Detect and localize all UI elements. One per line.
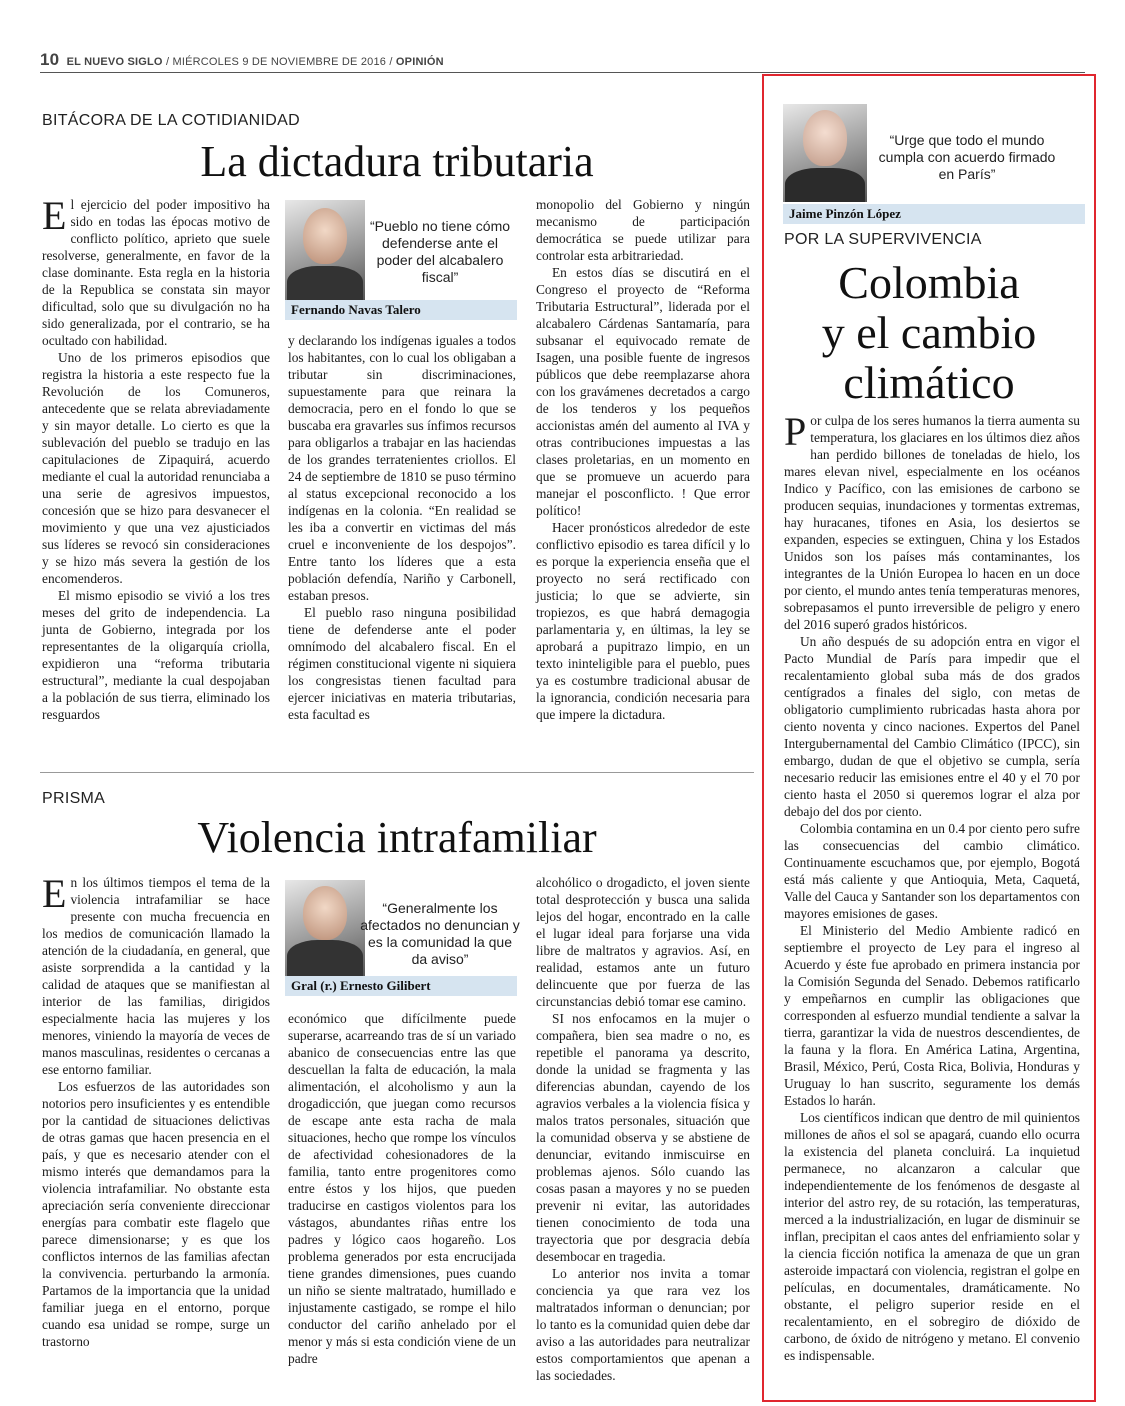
paragraph: l ejercicio del poder impositivo ha sido en todas las épocas motivo de conflicto político, aprieto que suele resolverse, generalmente, en favor de la clase dominante. Esta regla en la historia de la Republica se constata sin mayor dificultad, solo que su divulgación no ha sido generalizada, por el contrario, se ha ocultado con habilidad.: [42, 197, 270, 348]
paragraph: económico que difícilmente puede superarse, acarreando tras de sí un variado abanico de consecuencias entre las que descuellan la falta de educación, la mala alimentación, el alcoholismo y aun la drogadicción, que juegan como recursos de escape ante esta racha de mala situaciones, hecho que rompe los vínculos de afectividad cohesionadores de la familia, tanto entre progenitores como entre éstos y los hijos, que pueden traducirse en castigos violentos para los vástagos, abundantes riñas entre los padres y lógico caos hogareño. Los problema generados por esta encrucijada tiene grandes dimensiones, pues cuando un niño se siente maltratado, humillado e injustamente castigado, se rompe el hilo conductor del cariño anhelado por el menor y más si esta condición viene de un padre: [288, 1011, 516, 1366]
article2-column-3: [536, 874, 750, 1384]
paragraph: El Ministerio del Medio Ambiente radicó en septiembre el proyecto de Ley para el ingreso al Acuerdo y éste fue aprobado en primera instancia por la Comisión Segunda del Senado. Debemos ratificarlo y empeñarnos en cumplir las obligaciones que corresponden al esfuerzo mundial tendiente a salvar la tierra, garantizar la vida de nuestros descendientes, de la fauna y la flora. En América Latina, Argentina, Brasil, México, Perú, Costa Rica, Bolivia, Honduras y Uruguay lo han suscrito, seguramente los demás Estados lo harán.: [784, 923, 1080, 1108]
article1-column-2: [288, 332, 516, 723]
author-photo: [783, 104, 867, 202]
paragraph: Colombia contamina en un 0.4 por ciento pero sufre las consecuencias del cambio climático. Continuamente escuchamos que, por ejemplo, Bogotá está más caliente y que Antioquia, Meta, Caquetá, Valle del Cauca y Santander son los departamentos con mayores emisiones de gases.: [784, 821, 1080, 921]
pull-quote: “Pueblo no tiene cómo defenderse ante el poder del alcabalero fiscal”: [369, 218, 511, 285]
paragraph: Los científicos indican que dentro de mil quinientos millones de años el sol se apagará, cuando ello ocurra la existencia del planeta concluirá. La inquietud permanece, no alcanzaron a calcular que independientemente de los fenómenos de desgaste al interior del astro rey, de su rotación, las temperaturas, merced a la industrialización, en lugar de disminuir se inflan, precipitan el caos antes del enfriamiento solar y la ciencia ficción notifica la amenaza de que un gran asteroide impactará con violencia, registran el golpe en películas, en documentales, dramáticamente. No obstante, el peligro superior reside en el recalentamiento, en el sobregiro de dióxido de carbono, de óxido de nitrógeno y metano. El convenio es indispensable.: [784, 1110, 1080, 1363]
article2-title: Violencia intrafamiliar: [197, 813, 597, 862]
article-divider: [40, 772, 754, 773]
author-name: Fernando Navas Talero: [285, 300, 517, 320]
paragraph: Lo anterior nos invita a tomar conciencia ya que rara vez los maltratados informan o denuncian; por lo tanto es la comunidad quien debe dar aviso a las autoridades para neutralizar estos comportamientos que apenan a las sociedades.: [536, 1266, 750, 1383]
article2-column-2: [288, 1010, 516, 1367]
pull-quote: “Generalmente los afectados no denuncian y es la comunidad la que da aviso”: [360, 900, 520, 967]
article2-column-1: [42, 871, 270, 1350]
title-line: Colombia: [838, 257, 1020, 308]
paragraph: SI nos enfocamos en la mujer o compañera, bien sea madre o no, es repetible el panorama ya descrito, donde la unidad se fragmenta y las diferencias abundan, cayendo de los agravios verbales a la violencia física y malos tratos personales, situación que la comunidad observa y se abstiene de denunciar, evitando inmiscuirse en problemas ajenos. Sólo cuando las cosas pasan a mayores y no se pueden prevenir ni evitar, las autoridades tienen conocimiento de toda una trayectoria que por desgracia debía desembocar en tragedia.: [536, 1011, 750, 1264]
paragraph: n los últimos tiempos el tema de la violencia intrafamiliar se hace presente con mucha frecuencia en los medios de comunicación llamado la atención de la ciudadanía, en general, que asiste sorprendida a la cantidad y la calidad de ataques que se manifiestan al interior de las familias, dirigidos especialmente hacia las mujeres y los menores, viniendo la mayoría de veces de manos masculinas, residentes o cercanas a ese entorno familiar.: [42, 875, 270, 1077]
paragraph: or culpa de los seres humanos la tierra aumenta su temperatura, los glaciares en los últimos diez años han perdido billones de toneladas de hielo, los mares elevan nivel, especialmente en los océanos Indico y Pacífico, con las emisiones de carbono se producen sequias, inundaciones y tormentas extremas, hay huracanes, tifones en Asia, los desiertos se expanden, especies se extinguen, China y los Estados Unidos son los países más contaminantes, los integrantes de la Unión Europea lo hacen en un doce por ciento, el mundo antes tenía temperaturas menores, sobrepasamos el punto irreversible de peligro y enero del 2016 superó grados históricos.: [784, 413, 1080, 632]
issue-date: / MIÉRCOLES 9 DE NOVIEMBRE DE 2016 /: [165, 56, 393, 68]
header-rule: [40, 72, 1085, 73]
author-photo: [285, 200, 365, 300]
paragraph: Los esfuerzos de las autoridades son notorios pero insuficientes y es entendible por la cantidad de situaciones delictivas de otras gamas que hacen presencia en el país, y que es necesario atender con el mismo interés que demandamos para la violencia intrafamiliar. No obstante esta apreciación sería conveniente direccionar energías para combatir este flagelo que parece dimensionarse; y es que los conflictos internos de las familias afectan la convivencia. perturbando la armonía. Partamos de la importancia que la unidad familiar juega en el entorno, porque cuando esa unidad se rompe, surge un trastorno: [42, 1079, 270, 1349]
paragraph: Un año después de su adopción entra en vigor el Pacto Mundial de París para impedir que el recalentamiento global suba más de dos grados centígrados a finales del siglo, con metas de obligatorio cumplimiento rubricadas hasta ahora por ciento noventa y cinco naciones. Expertos del Panel Intergubernamental del Cambio Climático (IPCC), sin embargo, dudan de que el objetivo se cumpla, sería necesario reducir las emisiones entre el 40 y el 70 por ciento hasta el 2050 si queremos lograr el alza por debajo del dos por ciento.: [784, 634, 1080, 819]
paper-name: EL NUEVO SIGLO: [66, 56, 163, 68]
article1-column-1: [42, 193, 270, 723]
article1-title: La dictadura tributaria: [200, 137, 594, 186]
paragraph: El mismo episodio se vivió a los tres meses del grito de independencia. La junta de Gobierno, integrada por los representantes de la oligarquía criolla, expidieron una “reforma tributaria estructural”, mediante la cual despojaban a la población de sus tierra, eliminado los resguardos: [42, 588, 270, 722]
drop-cap: E: [42, 871, 67, 916]
drop-cap: P: [784, 409, 807, 454]
paragraph: En estos días se discutirá en el Congreso el proyecto de “Reforma Tributaria Estructural”, liderada por el alcabalero Cárdenas Santamaría, para subsanar el equivocado remate de Isagen, una posible fuente de ingresos públicos que debe reemplazarse ahora con los gravámenes decretados a cargo de los tenderos y los pequeños accionistas amén del aumento al IVA y otras contribuciones impuestas a las clases proletarias, en un momento en que se promueve un acuerdo para manejar el posconflicto. ! Que error político!: [536, 265, 750, 518]
author-name: Gral (r.) Ernesto Gilibert: [285, 976, 517, 996]
drop-cap: E: [42, 193, 67, 238]
article3-body: [784, 409, 1080, 1364]
section-name: OPINIÓN: [395, 56, 444, 68]
paragraph: y declarando los indígenas iguales a todos los habitantes, con lo cual los obligaban a tributar sin discriminaciones, supuestamente para que reinara la democracia, pero en el fondo lo que se buscaba era gravarles sus ínfimos recursos para obligarlos a trabajar en las haciendas de los grandes terratenientes criollos. El 24 de septiembre de 1810 se puso término al status excepcional reconocido a los indígenas en la colonia. “En realidad se les iba a convertir en victimas del más cruel e inconveniente de los despojos”. Entre tanto los líderes que a esta población defendía, Nariño y Carbonell, estaban presos.: [288, 333, 516, 603]
article3-title: [772, 258, 1086, 408]
paragraph: Hacer pronósticos alrededor de este conflictivo episodio es tarea difícil y lo es porque la experiencia enseña que el proyecto no será rectificado con justicia; lo que se advierte, sin tropiezos, es que habrá demagogia parlamentaria y, en últimas, la ley se aprobará a pupitrazo limpio, en un texto ininteligible para el pueblo, pues ya es costumbre tradicional abusar de la ignorancia, condición necesaria para que impere la dictadura.: [536, 520, 750, 722]
article3-section: POR LA SUPERVIVENCIA: [784, 231, 982, 248]
paragraph: Uno de los primeros episodios que registra la historia a este respecto fue la Revolución de los Comuneros, antecedente que se relata abreviadamente y sin mayor detalle. Lo cierto es que la sublevación del pueblo se tradujo en las capitulaciones de Zipaquirá, acuerdo mediante el cual la autoridad renunciaba a una serie de agresivos impuestos, concesión que se hizo para desvanecer el movimiento y que una vez ajusticiados sus líderes se revocó sin consideraciones y se hizo más severa la gestión de los encomenderos.: [42, 350, 270, 586]
article1-column-3: [536, 196, 750, 723]
paragraph: El pueblo raso ninguna posibilidad tiene de defenderse ante el poder omnímodo del alcabalero fiscal. En el régimen constitucional vigente ni siquiera los congresistas tienen facultad para ejercer iniciativas en materia tributarias, esta facultad es: [288, 605, 516, 722]
article1-section: BITÁCORA DE LA COTIDIANIDAD: [42, 112, 300, 129]
title-line: y el cambio: [821, 307, 1037, 358]
article2-section: PRISMA: [42, 790, 106, 807]
author-photo: [285, 880, 365, 976]
page-number: 10: [40, 50, 60, 69]
author-name: Jaime Pinzón López: [783, 204, 1085, 224]
running-header: [40, 50, 444, 70]
pull-quote: “Urge que todo el mundo cumpla con acuerdo firmado en París”: [878, 132, 1056, 182]
paragraph: monopolio del Gobierno y ningún mecanismo de participación democrática se puede utilizar para controlar esta arbitrariedad.: [536, 197, 750, 263]
title-line: climático: [843, 357, 1015, 408]
paragraph: alcohólico o drogadicto, el joven siente total desprotección y busca una salida lejos del hogar, encontrado en la calle el lugar ideal para forjarse una vida libre de maltratos y agravios. Así, en realidad, estamos ante un futuro delincuente que por fuerza de las circunstancias debió tomar ese camino.: [536, 875, 750, 1009]
